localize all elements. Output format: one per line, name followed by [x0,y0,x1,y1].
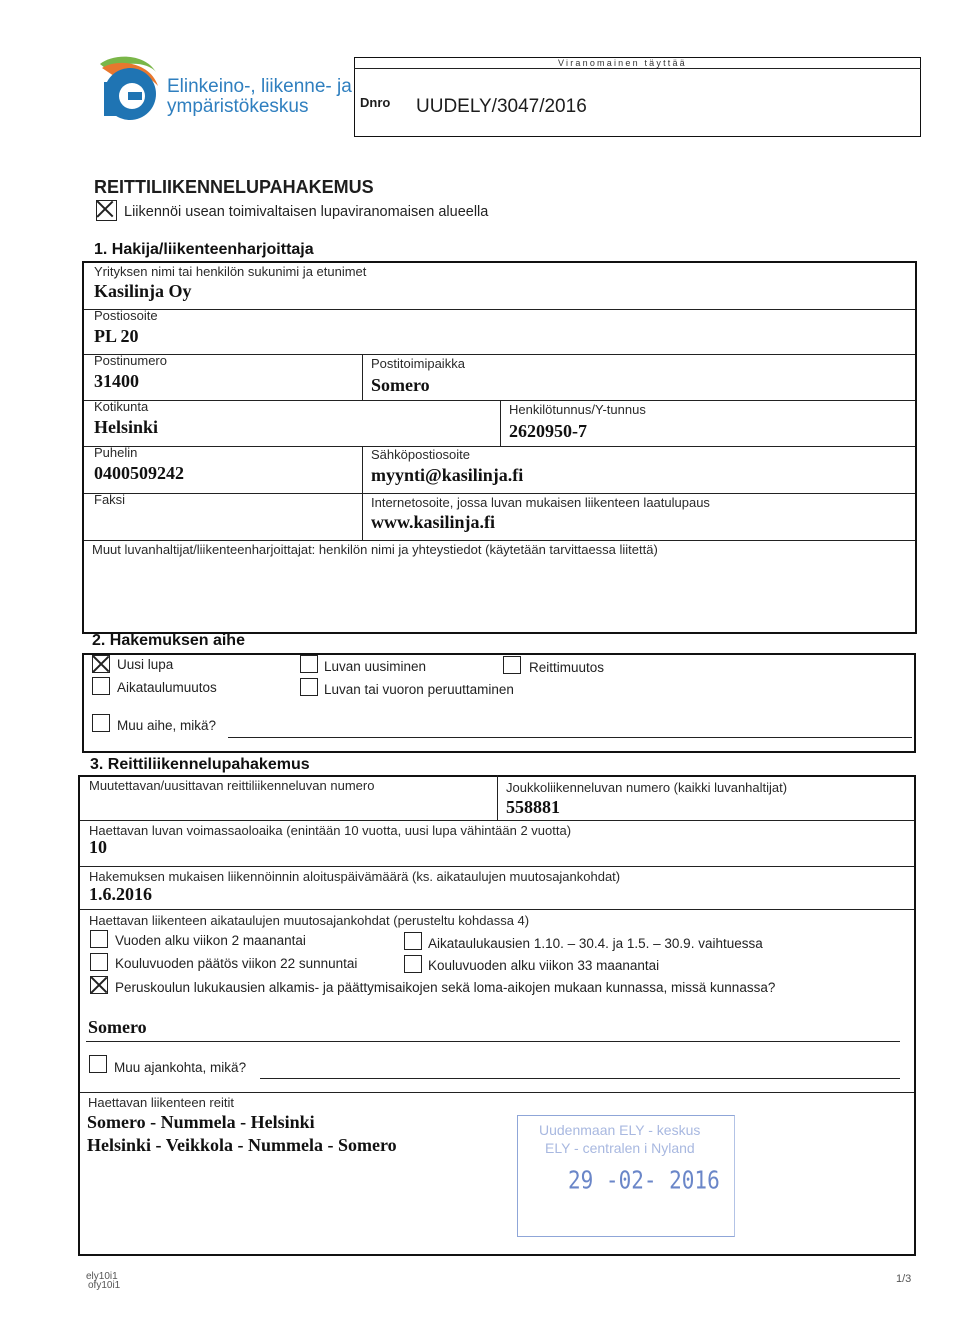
company-value[interactable]: Kasilinja Oy [94,281,192,301]
school-holidays-checkbox[interactable] [90,976,108,994]
company-label: Yrityksen nimi tai henkilön sukunimi ja etunimet [94,264,367,279]
email-value[interactable]: myynti@kasilinja.fi [371,465,524,485]
license-number-label: Muutettavan/uusittavan reittiliikenneluvan numero [89,778,375,793]
fax-label: Faksi [94,492,126,507]
renewal-label: Luvan uusiminen [324,659,427,674]
other-time-line[interactable] [260,1078,900,1079]
postal-code-value[interactable]: 31400 [94,371,139,391]
section1-box [82,261,917,634]
municipality-label: Kotikunta [94,399,149,414]
form-title: REITTILIIKENNELUPAHAKEMUS [94,177,374,197]
community-license-value[interactable]: 558881 [506,797,560,817]
section3-box [78,775,916,1256]
multi-area-label: Liikennöi usean toimivaltaisen lupaviranomaisen alueella [124,204,489,220]
school-municipality-line [86,1041,900,1042]
section2-box [82,653,916,753]
section3-heading: 3. Reittiliikennelupahakemus [90,756,310,773]
start-date-label: Hakemuksen mukaisen liikennöinnin aloituspäivämäärä (ks. aikataulujen muutosajankohdat) [89,869,621,884]
agency-logo-icon [92,52,164,124]
route-2[interactable]: Helsinki - Veikkola - Nummela - Somero [87,1135,397,1155]
stamp-line2: ELY - centralen i Nyland [545,1140,695,1156]
address-value[interactable]: PL 20 [94,326,139,346]
agency-name-line1: Elinkeino-, liikenne- ja [167,76,352,97]
email-label: Sähköpostiosoite [371,447,471,462]
route-1[interactable]: Somero - Nummela - Helsinki [87,1112,315,1132]
school-end-label: Kouluvuoden päätös viikon 22 sunnuntai [115,956,358,971]
phone-label: Puhelin [94,445,138,460]
school-start-label: Kouluvuoden alku viikon 33 maanantai [428,958,660,973]
validity-label: Haettavan luvan voimassaoloaika (enintään 10 vuotta, uusi lupa vähintään 2 vuotta) [89,823,572,838]
received-stamp [517,1115,735,1237]
routes-label: Haettavan liikenteen reitit [88,1095,234,1110]
other-time-checkbox[interactable] [89,1055,107,1073]
section1-heading: 1. Hakija/liikenteenharjoittaja [94,241,314,258]
business-id-label: Henkilötunnus/Y-tunnus [509,402,646,417]
other-subject-line[interactable] [228,737,912,738]
school-start-checkbox[interactable] [404,955,422,973]
year-start-label: Vuoden alku viikon 2 maanantai [115,933,306,948]
phone-value[interactable]: 0400509242 [94,463,184,483]
renewal-checkbox[interactable] [300,655,318,673]
address-label: Postiosoite [94,308,158,323]
agency-logo [92,52,362,124]
route-change-label: Reittimuutos [529,660,605,675]
other-time-label: Muu ajankohta, mikä? [114,1060,247,1075]
section2-heading: 2. Hakemuksen aihe [92,632,245,649]
season-label: Aikataulukausien 1.10. – 30.4. ja 1.5. – 30.9. vaihtuessa [428,936,763,951]
stamp-date: 29 -02- 2016 [568,1165,720,1195]
municipality-value[interactable]: Helsinki [94,417,159,437]
timetable-change-checkbox[interactable] [92,677,110,695]
new-license-label: Uusi lupa [117,657,174,672]
web-value[interactable]: www.kasilinja.fi [371,512,496,532]
school-end-checkbox[interactable] [90,953,108,971]
cancellation-checkbox[interactable] [300,678,318,696]
route-change-checkbox[interactable] [503,656,521,674]
other-operators-label: Muut luvanhaltijat/liikenteenharjoittajat: henkilön nimi ja yhteystiedot (käytetään tarvittaessa liitettä) [92,542,658,557]
other-subject-label: Muu aihe, mikä? [117,718,217,733]
stamp-line1: Uudenmaan ELY - keskus [539,1122,701,1138]
dnro-value: UUDELY/3047/2016 [416,96,587,117]
form-code-2: ofy10i1 [88,1280,121,1291]
postal-code-label: Postinumero [94,353,167,368]
other-subject-checkbox[interactable] [92,714,110,732]
post-office-label: Postitoimipaikka [371,356,465,371]
change-points-label: Haettavan liikenteen aikataulujen muutosajankohdat (perusteltu kohdassa 4) [89,913,530,928]
school-holidays-label: Peruskoulun lukukausien alkamis- ja päättymisaikojen sekä loma-aikojen mukaan kunnassa, missä kunnassa? [115,980,776,995]
multi-area-checkbox[interactable] [96,200,117,221]
dnro-label: Dnro [360,95,391,110]
agency-name-line2: ympäristökeskus [167,96,309,117]
timetable-change-label: Aikataulumuutos [117,680,217,695]
season-checkbox[interactable] [404,932,422,950]
post-office-value[interactable]: Somero [371,375,430,395]
web-label: Internetosoite, jossa luvan mukaisen liikenteen laatulupaus [371,495,710,510]
year-start-checkbox[interactable] [90,930,108,948]
start-date-value[interactable]: 1.6.2016 [89,884,152,904]
cancellation-label: Luvan tai vuoron peruuttaminen [324,682,514,697]
form-code-1: ely10i1 [86,1271,118,1282]
new-license-checkbox[interactable] [92,655,110,673]
business-id-value[interactable]: 2620950-7 [509,421,587,441]
validity-value[interactable]: 10 [89,837,107,857]
school-municipality-value[interactable]: Somero [88,1017,147,1037]
community-license-label: Joukkoliikenneluvan numero (kaikki luvanhaltijat) [506,780,788,795]
page-number: 1/3 [896,1273,912,1285]
authority-label: Viranomainen täyttää [558,58,687,68]
